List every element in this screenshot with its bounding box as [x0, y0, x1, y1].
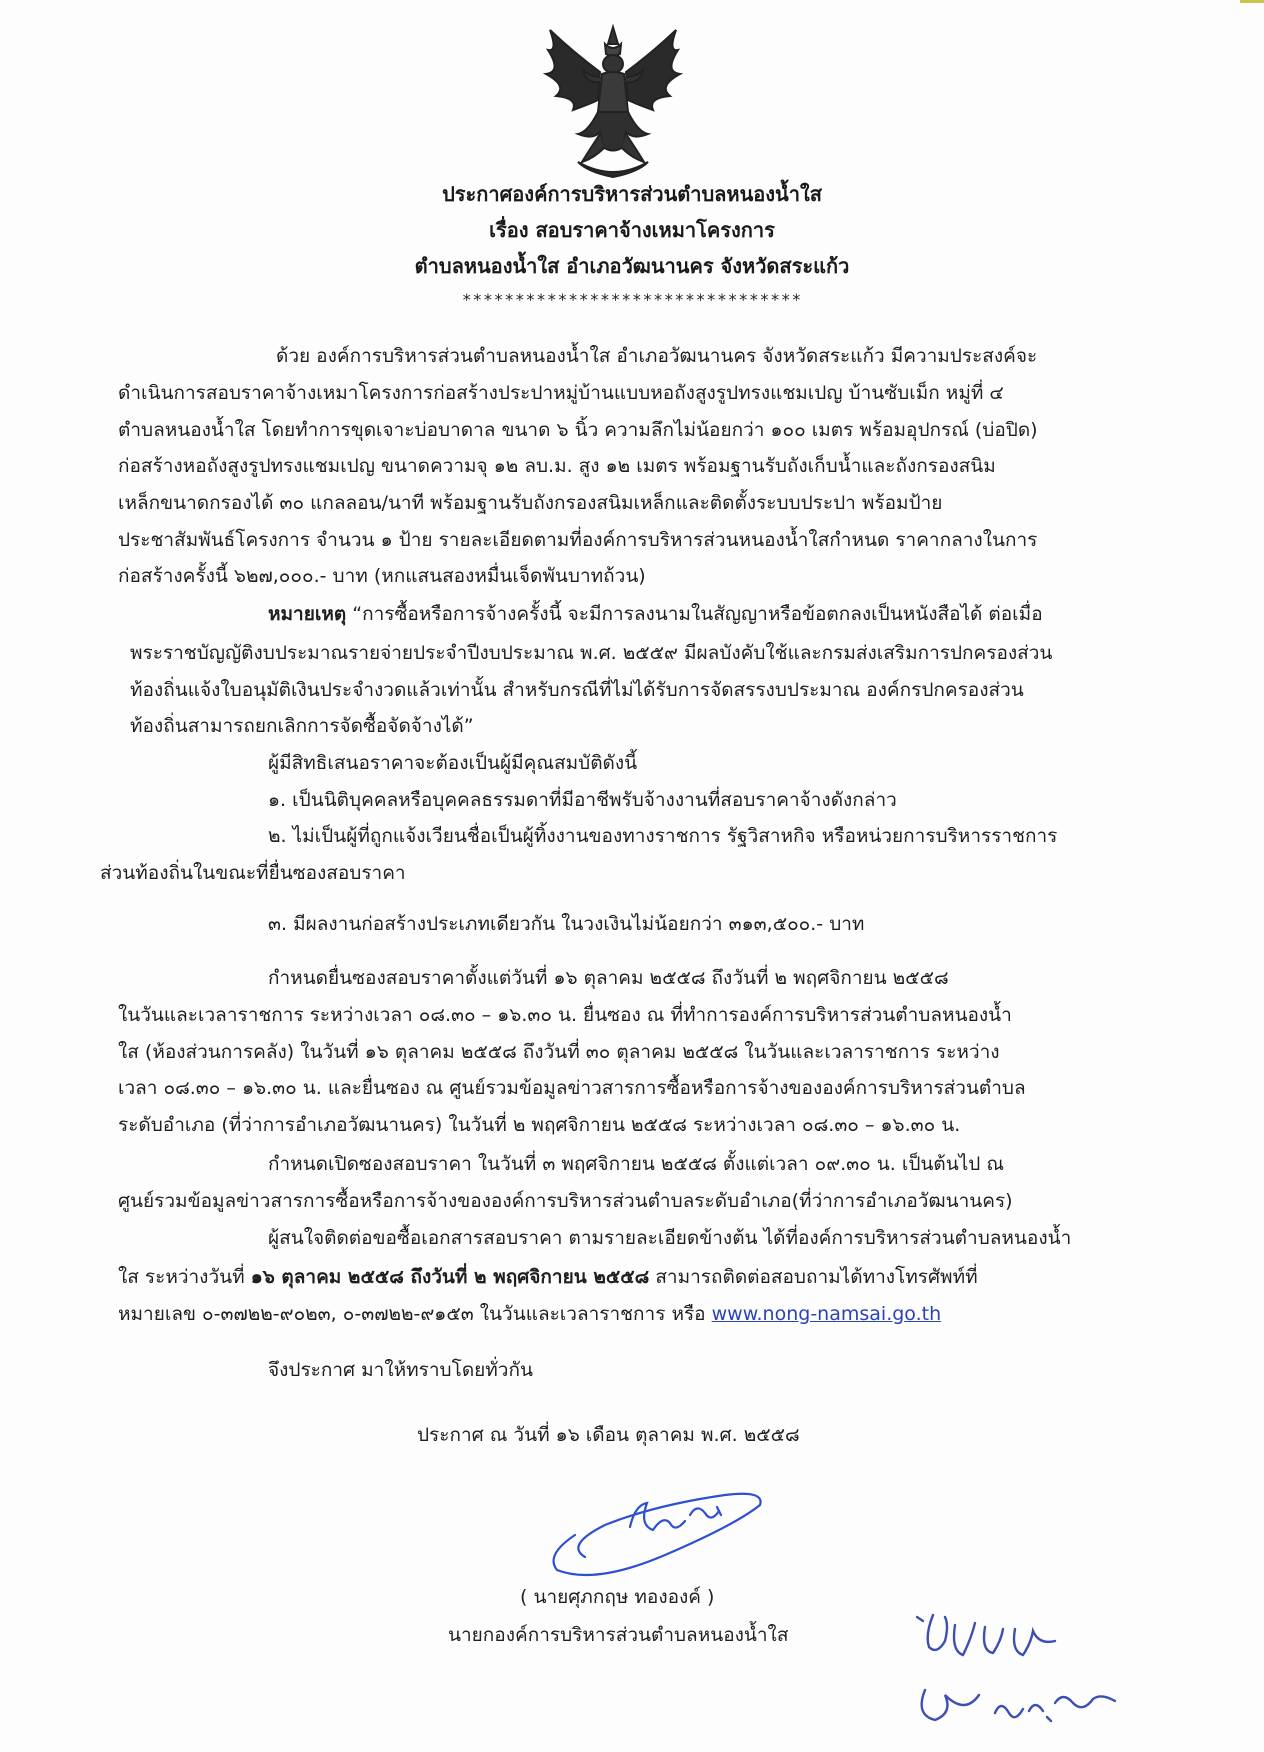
paragraph-1-line-6: ประชาสัมพันธ์โครงการ จำนวน ๑ ป้าย รายละเอียดตามที่องค์การบริหารส่วนหนองน้ำใสกำหนด ราคากลางในการ: [118, 529, 1038, 551]
submission-line-2: ในวันและเวลาราชการ ระหว่างเวลา ๐๘.๓๐ – ๑๖.๓๐ น. ยื่นซอง ณ ที่ทำการองค์การบริหารส่วนตำบลหนองน้ำ: [118, 1004, 1012, 1026]
remark-line-4: ท้องถิ่นสามารถยกเลิกการจัดซื้อจัดจ้างได้”: [130, 715, 474, 737]
announcement-date: ประกาศ ณ วันที่ ๑๖ เดือน ตุลาคม พ.ศ. ๒๕๕๘: [417, 1424, 800, 1446]
signer-position: นายกองค์การบริหารส่วนตำบลหนองน้ำใส: [448, 1624, 789, 1646]
paragraph-1-line-3: ตำบลหนองน้ำใส โดยทำการขุดเจาะบ่อบาดาล ขนาด ๖ นิ้ว ความลึกไม่น้อยกว่า ๑๐๐ เมตร พร้อมอุปกรณ์ (บ่อปิด): [118, 419, 1038, 441]
remark-line-3: ท้องถิ่นแจ้งใบอนุมัติเงินประจำงวดแล้วเท่านั้น สำหรับกรณีที่ไม่ได้รับการจัดสรรงบประมาณ องค์กรปกครองส่วน: [130, 679, 1024, 701]
title-line-1: ประกาศองค์การบริหารส่วนตำบลหนองน้ำใส: [442, 182, 822, 206]
qualification-3: ๓. มีผลงานก่อสร้างประเภทเดียวกัน ในวงเงินไม่น้อยกว่า ๓๑๓,๕๐๐.- บาท: [268, 913, 865, 935]
handwritten-signature: [535, 1475, 775, 1585]
paragraph-1-line-2: ดำเนินการสอบราคาจ้างเหมาโครงการก่อสร้างประปาหมู่บ้านแบบหอถังสูงรูปทรงแชมเปญ บ้านซับเม็ก หมู่ที่ ๔: [118, 382, 1004, 404]
title-line-3: ตำบลหนองน้ำใส อำเภอวัฒนานคร จังหวัดสระแก้ว: [414, 254, 850, 278]
contact-date-range: ๑๖ ตุลาคม ๒๕๕๘ ถึงวันที่ ๒ พฤศจิกายน ๒๕๕๘: [250, 1266, 650, 1288]
paragraph-1-line-5: เหล็กขนาดกรองได้ ๓๐ แกลลอน/นาที พร้อมฐานรับถังกรองสนิมเหล็กและติดตั้งระบบประปา พร้อมป้าย: [118, 492, 943, 514]
title-line-2: เรื่อง สอบราคาจ้างเหมาโครงการ: [489, 218, 775, 242]
remark-text: “การซื้อหรือการจ้างครั้งนี้ จะมีการลงนามในสัญญาหรือข้อตกลงเป็นหนังสือได้ ต่อเมื่อ: [346, 603, 1043, 625]
contact-line-1: ผู้สนใจติดต่อขอซื้อเอกสารสอบราคา ตามรายละเอียดข้างต้น ได้ที่องค์การบริหารส่วนตำบลหนองน้ำ: [268, 1227, 1072, 1249]
contact-line-2-start: ใส ระหว่างวันที่: [118, 1266, 251, 1288]
qualification-intro: ผู้มีสิทธิเสนอราคาจะต้องเป็นผู้มีคุณสมบัติดังนี้: [268, 752, 638, 774]
contact-line-2: [118, 1264, 978, 1290]
remark-label: หมายเหตุ: [268, 603, 347, 625]
qualification-2-line-2: ส่วนท้องถิ่นในขณะที่ยื่นซองสอบราคา: [100, 862, 406, 884]
opening-line-1: กำหนดเปิดซองสอบราคา ในวันที่ ๓ พฤศจิกายน ๒๕๕๘ ตั้งแต่เวลา ๐๙.๓๐ น. เป็นต้นไป ณ: [268, 1153, 1005, 1175]
paragraph-1-line-7: ก่อสร้างครั้งนี้ ๖๒๗,๐๐๐.- บาท (หกแสนสองหมื่นเจ็ดพันบาทถ้วน): [118, 565, 646, 587]
corner-mark: [1240, 0, 1264, 3]
qualification-2-line-1: ๒. ไม่เป็นผู้ที่ถูกแจ้งเวียนชื่อเป็นผู้ทิ้งงานของทางราชการ รัฐวิสาหกิจ หรือหน่วยการบริหารราชการ: [268, 825, 1058, 847]
paragraph-1-line-4: ก่อสร้างหอถังสูงรูปทรงแชมเปญ ขนาดความจุ ๑๒ ลบ.ม. สูง ๑๒ เมตร พร้อมฐานรับถังเก็บน้ำและถังกรองสนิม: [118, 455, 996, 477]
closing-statement: จึงประกาศ มาให้ทราบโดยทั่วกัน: [268, 1359, 533, 1381]
paragraph-1-line-1: ด้วย องค์การบริหารส่วนตำบลหนองน้ำใส อำเภอวัฒนานคร จังหวัดสระแก้ว มีความประสงค์จะ: [276, 345, 1038, 367]
submission-line-3: ใส (ห้องส่วนการคลัง) ในวันที่ ๑๖ ตุลาคม ๒๕๕๘ ถึงวันที่ ๓๐ ตุลาคม ๒๕๕๘ ในวันและเวลาราชการ ระหว่าง: [118, 1041, 1000, 1063]
submission-line-1: กำหนดยื่นซองสอบราคาตั้งแต่วันที่ ๑๖ ตุลาคม ๒๕๕๘ ถึงวันที่ ๒ พฤศจิกายน ๒๕๕๘: [268, 967, 949, 989]
submission-line-4: เวลา ๐๘.๓๐ – ๑๖.๓๐ น. และยื่นซอง ณ ศูนย์รวมข้อมูลข่าวสารการซื้อหรือการจ้างขององค์การบริหารส่วนตำบล: [118, 1077, 1026, 1099]
star-divider: ********************************: [461, 290, 803, 309]
contact-line-2-end: สามารถติดต่อสอบถามได้ทางโทรศัพท์ที่: [649, 1266, 978, 1288]
website-link[interactable]: www.nong-namsai.go.th: [711, 1303, 942, 1325]
contact-phone-text: หมายเลข ๐-๓๗๒๒-๙๐๒๓, ๐-๓๗๒๒-๙๑๕๓ ในวันและเวลาราชการ หรือ: [118, 1303, 712, 1325]
qualification-1: ๑. เป็นนิติบุคคลหรือบุคคลธรรมดาที่มีอาชีพรับจ้างงานที่สอบราคาจ้างดังกล่าว: [268, 789, 897, 811]
opening-line-2: ศูนย์รวมข้อมูลข่าวสารการซื้อหรือการจ้างขององค์การบริหารส่วนตำบลระดับอำเภอ(ที่ว่าการอำเภอวัฒนานคร): [118, 1190, 1013, 1212]
handwritten-initial-note: [905, 1595, 1145, 1745]
remark-line-1: [268, 601, 1043, 627]
signer-name: ( นายศุภกฤษ ทององค์ ): [520, 1586, 715, 1608]
submission-line-5: ระดับอำเภอ (ที่ว่าการอำเภอวัฒนานคร) ในวันที่ ๒ พฤศจิกายน ๒๕๕๘ ระหว่างเวลา ๐๘.๓๐ – ๑๖.๓๐ น.: [118, 1114, 961, 1136]
contact-line-3: [118, 1301, 941, 1327]
garuda-emblem-icon: [538, 22, 688, 187]
remark-line-2: พระราชบัญญัติงบประมาณรายจ่ายประจำปีงบประมาณ พ.ศ. ๒๕๕๙ มีผลบังคับใช้และกรมส่งเสริมการปกครองส่วน: [130, 642, 1053, 664]
